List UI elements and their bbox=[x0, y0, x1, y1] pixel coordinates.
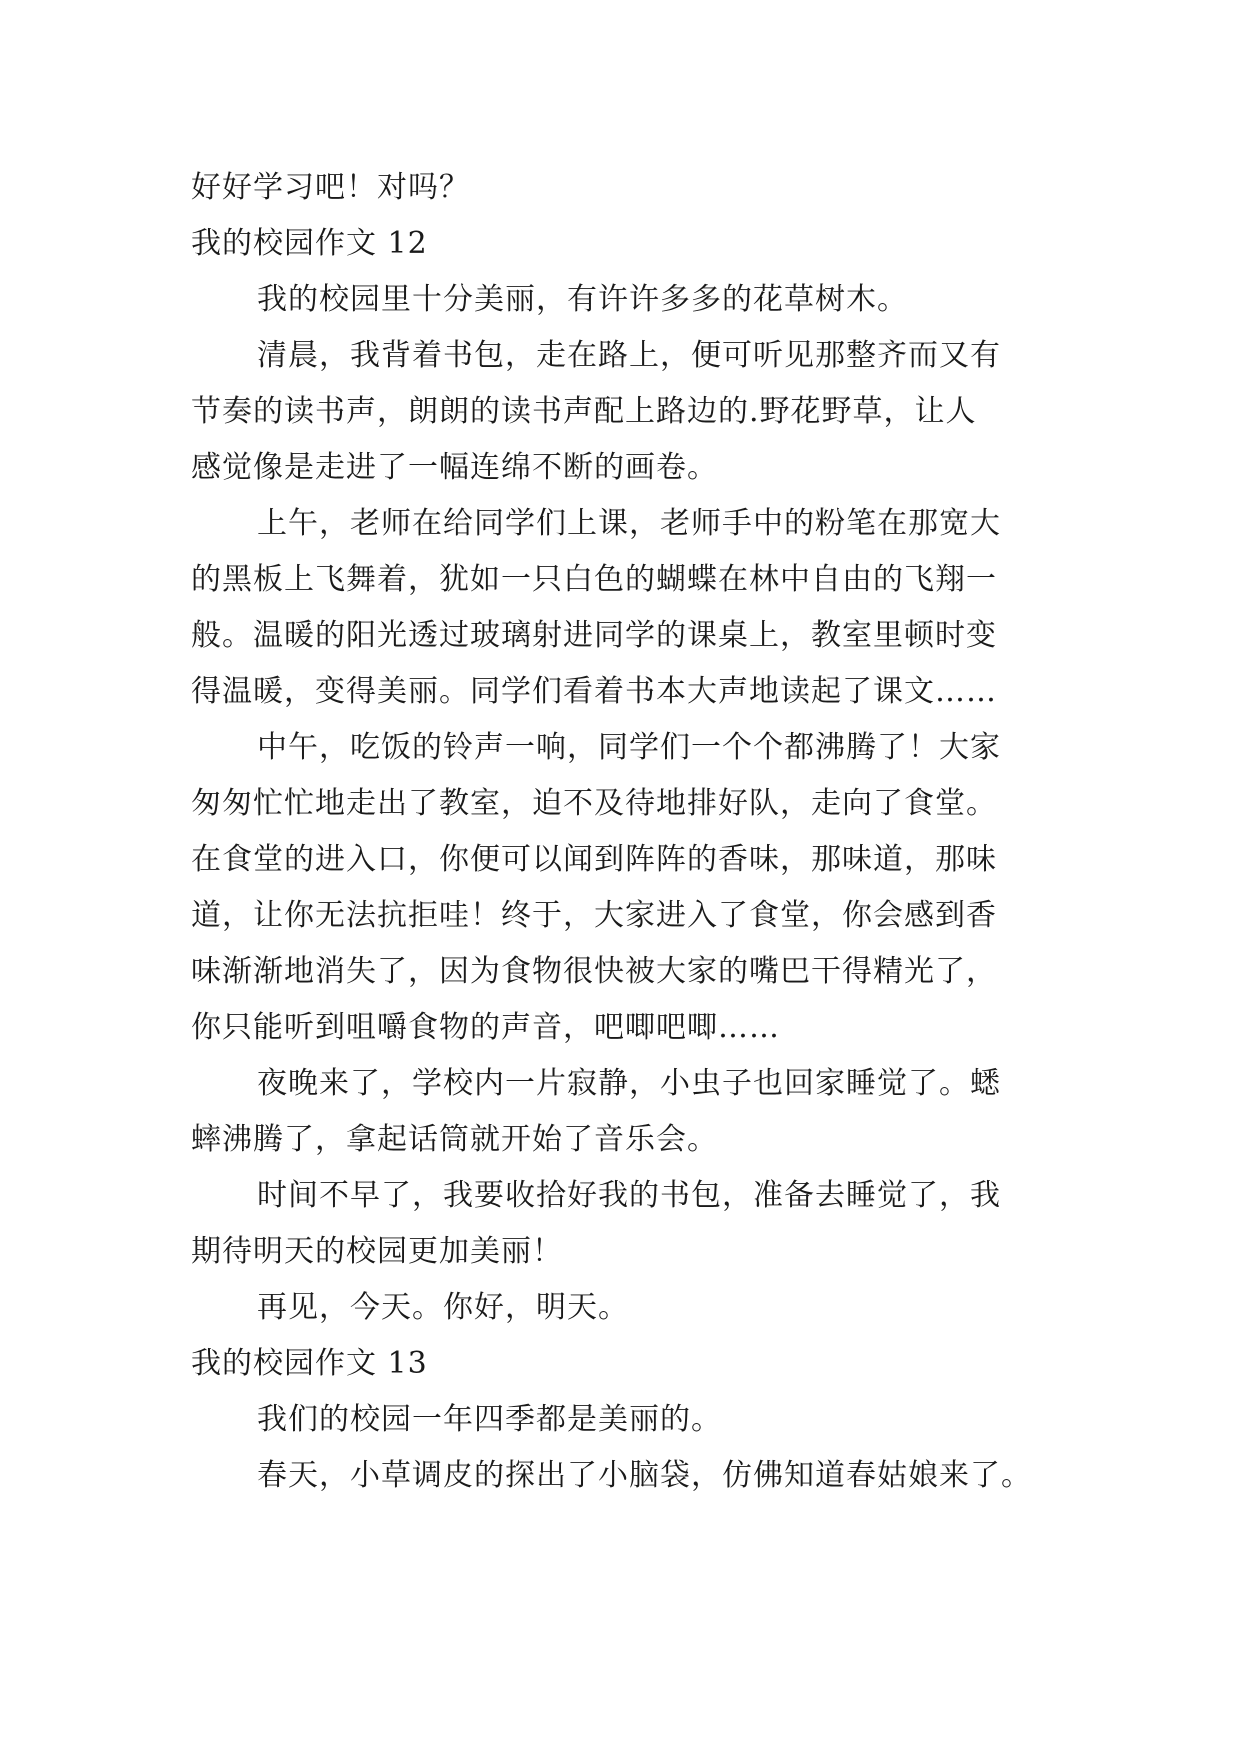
text-line: 你只能听到咀嚼食物的声音，吧唧吧唧…… bbox=[191, 1010, 780, 1045]
essay-heading-13: 我的校园作文 13 bbox=[191, 1346, 428, 1381]
text-line: 清晨，我背着书包，走在路上，便可听见那整齐而又有 bbox=[257, 338, 1001, 373]
text-line: 我的校园里十分美丽，有许许多多的花草树木。 bbox=[257, 282, 908, 317]
text-line: 蟀沸腾了，拿起话筒就开始了音乐会。 bbox=[191, 1122, 718, 1157]
text-line: 在食堂的进入口，你便可以闻到阵阵的香味，那味道，那味 bbox=[191, 842, 997, 877]
text-line: 好好学习吧！对吗？ bbox=[191, 170, 470, 205]
text-line: 的黑板上飞舞着，犹如一只白色的蝴蝶在林中自由的飞翔一 bbox=[191, 562, 997, 597]
document-body bbox=[191, 160, 1061, 1504]
text-line: 上午，老师在给同学们上课，老师手中的粉笔在那宽大 bbox=[257, 506, 1001, 541]
text-line: 得温暖，变得美丽。同学们看着书本大声地读起了课文…… bbox=[191, 674, 997, 709]
text-line: 匆匆忙忙地走出了教室，迫不及待地排好队，走向了食堂。 bbox=[191, 786, 997, 821]
text-line: 期待明天的校园更加美丽！ bbox=[191, 1234, 563, 1269]
text-line: 感觉像是走进了一幅连绵不断的画卷。 bbox=[191, 450, 718, 485]
text-line: 时间不早了，我要收拾好我的书包，准备去睡觉了，我 bbox=[257, 1178, 1001, 1213]
text-line: 再见，今天。你好，明天。 bbox=[257, 1290, 629, 1325]
text-line: 中午，吃饭的铃声一响，同学们一个个都沸腾了！大家 bbox=[257, 730, 1001, 765]
text-line: 我们的校园一年四季都是美丽的。 bbox=[257, 1402, 722, 1437]
text-line: 道，让你无法抗拒哇！终于，大家进入了食堂，你会感到香 bbox=[191, 898, 997, 933]
text-line: 般。温暖的阳光透过玻璃射进同学的课桌上，教室里顿时变 bbox=[191, 618, 997, 653]
text-line: 夜晚来了，学校内一片寂静，小虫子也回家睡觉了。蟋 bbox=[257, 1066, 1001, 1101]
text-line: 春天，小草调皮的探出了小脑袋，仿佛知道春姑娘来了。 bbox=[257, 1458, 1032, 1493]
text-line: 味渐渐地消失了，因为食物很快被大家的嘴巴干得精光了， bbox=[191, 954, 997, 989]
text-line: 节奏的读书声，朗朗的读书声配上路边的.野花野草，让人 bbox=[191, 394, 977, 429]
essay-heading-12: 我的校园作文 12 bbox=[191, 226, 428, 261]
